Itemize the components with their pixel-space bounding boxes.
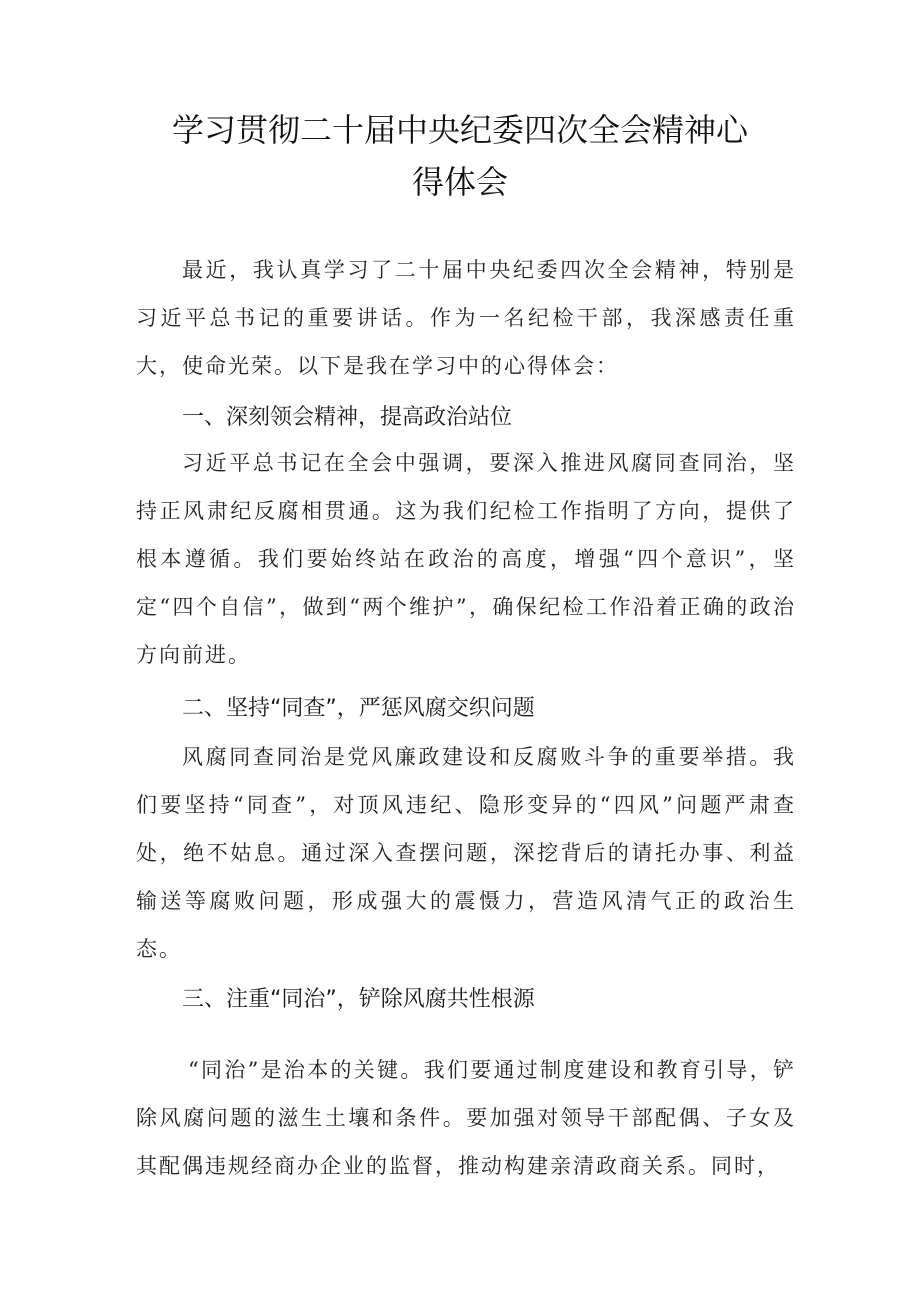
document-title-line-1: 学习贯彻二十届中央纪委四次全会精神心	[171, 111, 748, 149]
section-1-paragraph: 习近平总书记在全会中强调，要深入推进风腐同查同治，坚持正风肃纪反腐相贯通。这为我们纪检工作指明了方向，提供了根本遵循。我们要始终站在政治的高度，增强“四个意识”，坚定“四个自信”，做到“两个维护”，确保纪检工作沿着正确的政治方向前进。	[136, 451, 796, 667]
section-2-paragraph: 风腐同查同治是党风廉政建设和反腐败斗争的重要举措。我们要坚持“同查”，对顶风违纪、隐形变异的“四风”问题严肃查处，绝不姑息。通过深入查摆问题，深挖背后的请托办事、利益输送等腐败问题，形成强大的震慑力，营造风清气正的政治生态。	[136, 745, 796, 961]
section-heading-3: 三、注重“同治”，铲除风腐共性根源	[182, 987, 535, 1012]
section-heading-2: 二、坚持“同查”，严惩风腐交织问题	[182, 696, 535, 721]
intro-paragraph: 最近，我认真学习了二十届中央纪委四次全会精神，特别是习近平总书记的重要讲话。作为一名纪检干部，我深感责任重大，使命光荣。以下是我在学习中的心得体会：	[136, 258, 796, 378]
document-title-line-2: 得体会	[411, 163, 508, 201]
section-3-paragraph: “同治”是治本的关键。我们要通过制度建设和教育引导，铲除风腐问题的滋生土壤和条件。要加强对领导干部配偶、子女及其配偶违规经商办企业的监督，推动构建亲清政商关系。同时，	[136, 1058, 796, 1178]
section-heading-1: 一、深刻领会精神，提高政治站位	[182, 405, 513, 430]
